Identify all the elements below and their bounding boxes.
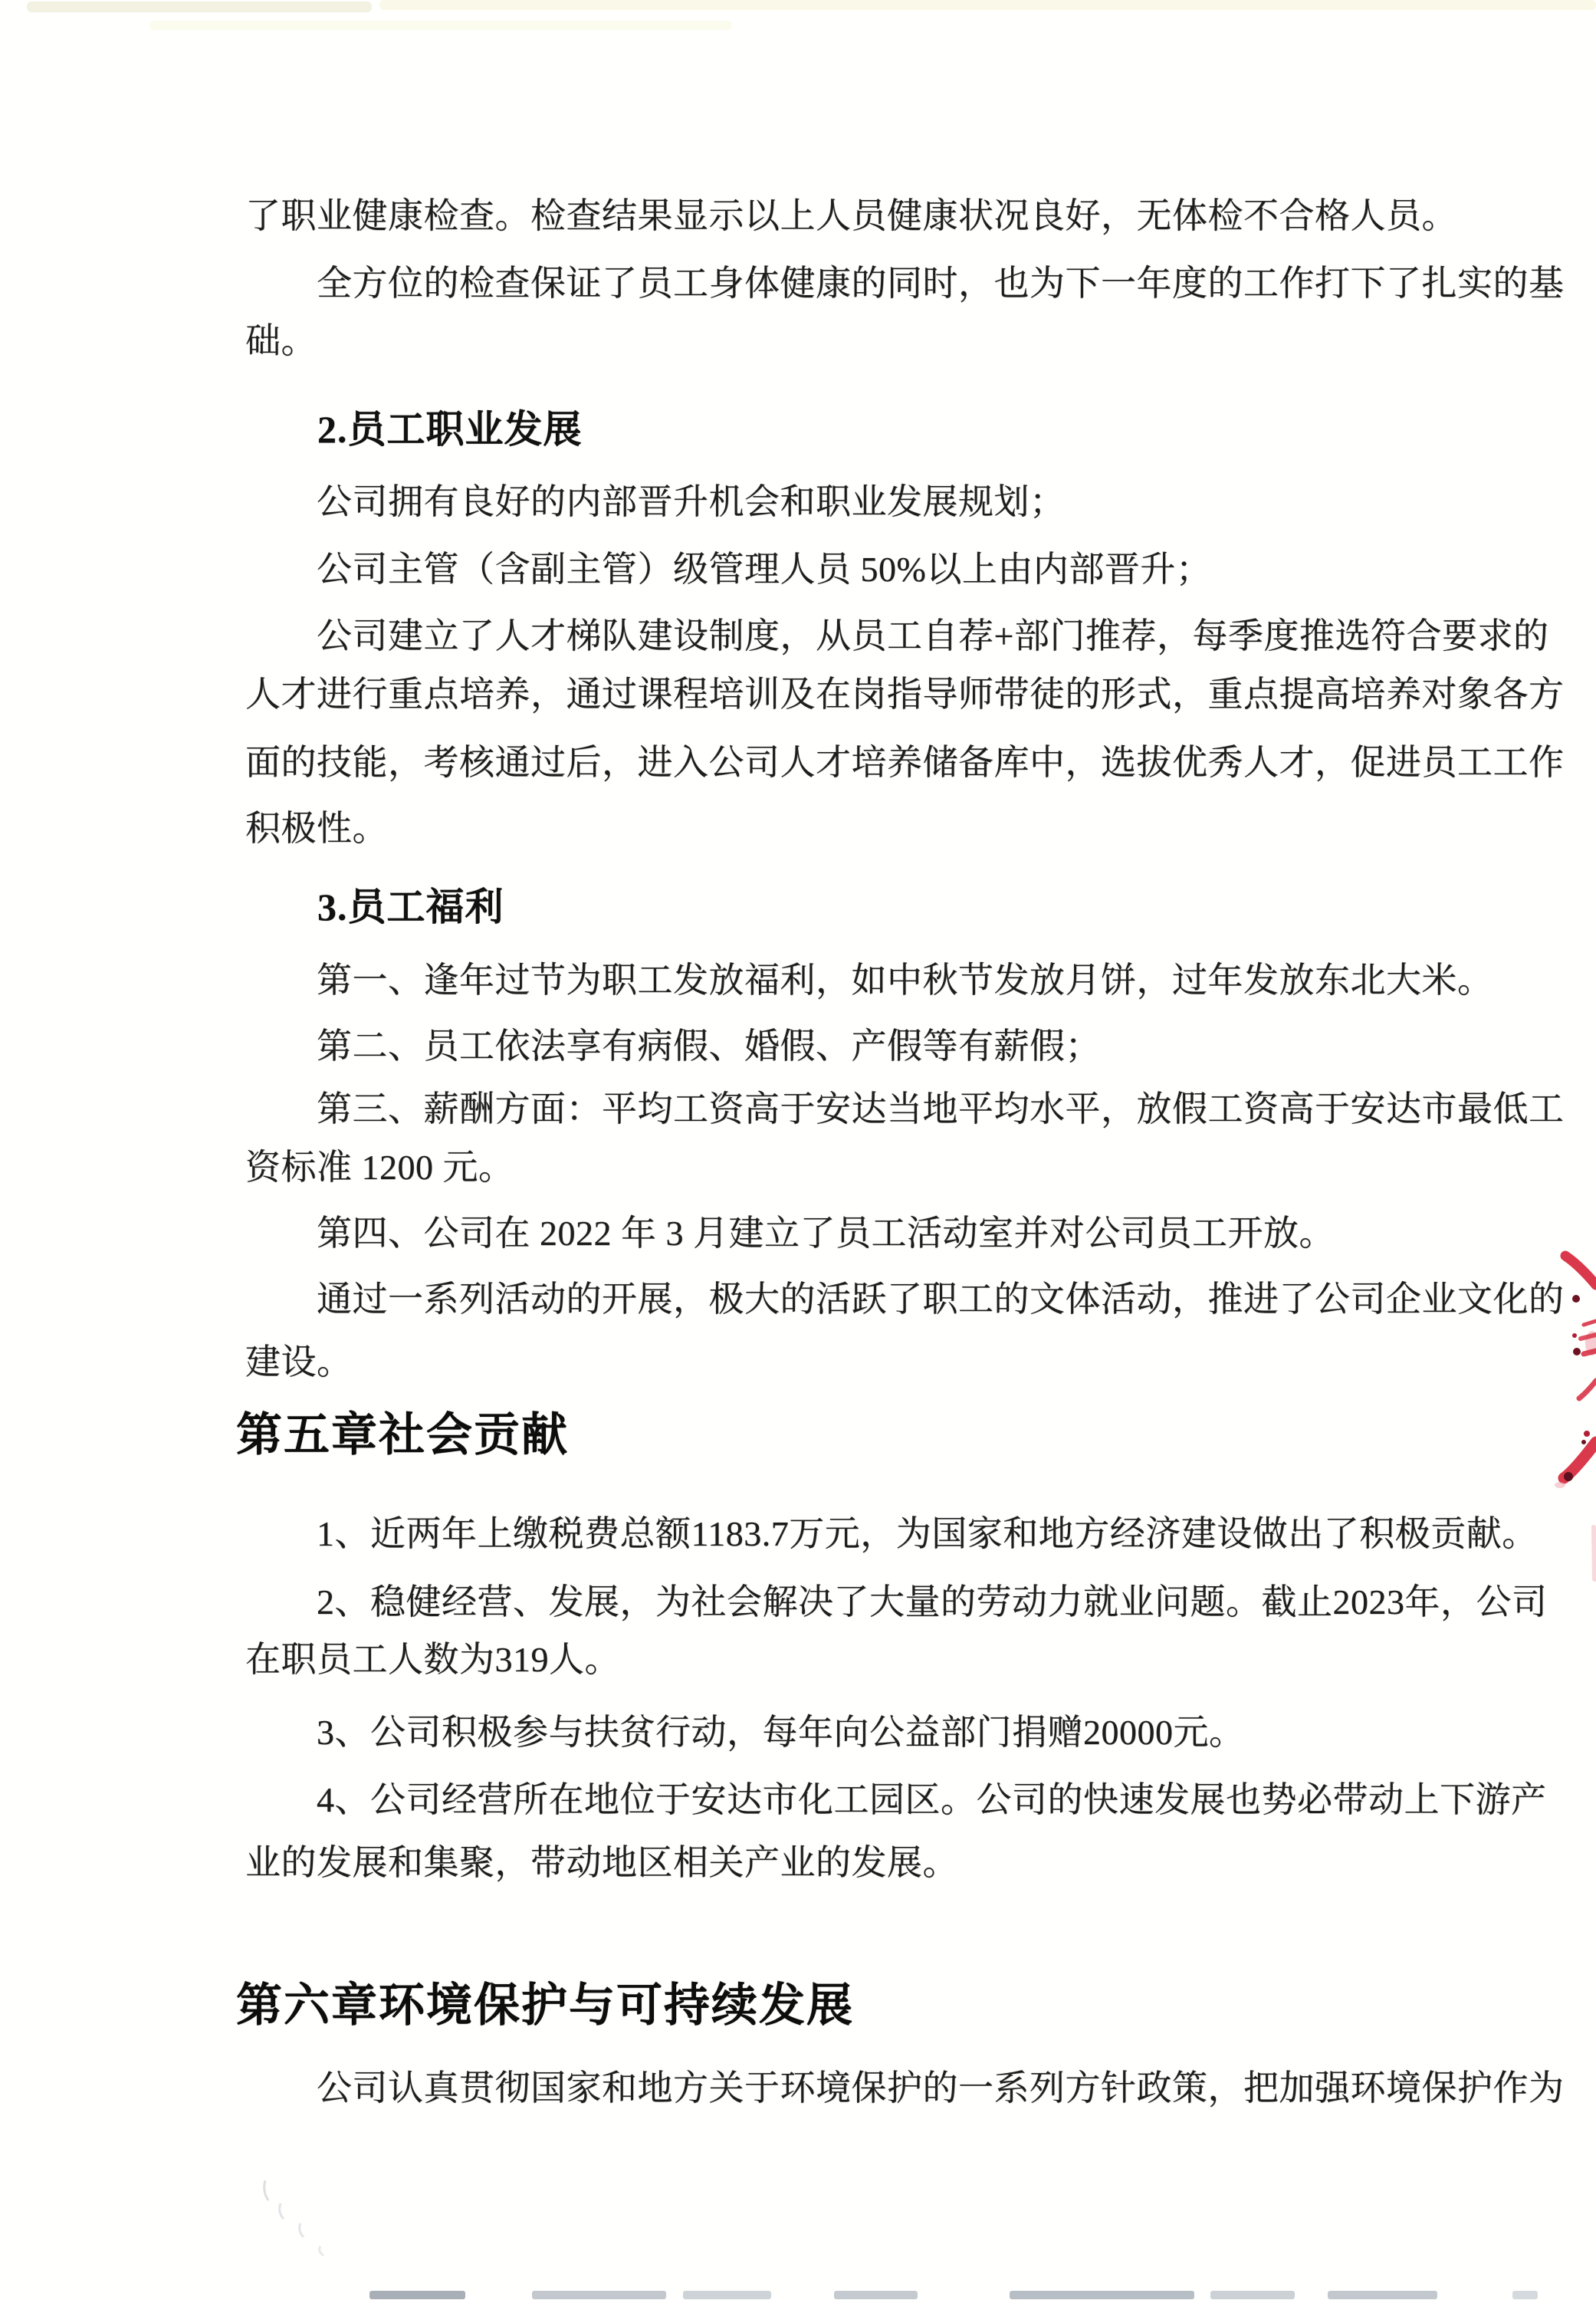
- scan-artifact-top-faint: [149, 21, 732, 30]
- text-line: 通过一系列活动的开展，极大的活跃了职工的文体活动，推进了公司企业文化的: [245, 1280, 1565, 1319]
- text-line: 公司建立了人才梯队建设制度，从员工自荐+部门推荐，每季度推选符合要求的: [245, 616, 1549, 656]
- section-heading: 2.员工职业发展: [317, 408, 583, 451]
- chapter-heading: 第六章环境保护与可持续发展: [236, 1980, 854, 2031]
- text-line: 在职员工人数为319人。: [245, 1640, 620, 1679]
- scan-artifact-bottom: [1010, 2291, 1194, 2299]
- text-line: 资标准 1200 元。: [245, 1148, 514, 1187]
- section-heading: 3.员工福利: [317, 886, 504, 928]
- scan-artifact-bottom: [834, 2291, 918, 2299]
- text-line: 公司拥有良好的内部晋升机会和职业发展规划；: [245, 482, 1066, 521]
- text-line: 业的发展和集聚，带动地区相关产业的发展。: [245, 1843, 958, 1882]
- text-line: 4、公司经营所在地位于安达市化工园区。公司的快速发展也势必带动上下游产: [245, 1780, 1547, 1819]
- text-line: 第四、公司在 2022 年 3 月建立了员工活动室并对公司员工开放。: [245, 1214, 1335, 1253]
- text-line: 公司主管（含副主管）级管理人员 50%以上由内部晋升；: [245, 550, 1212, 589]
- text-line: 人才进行重点培养，通过课程培训及在岗指导师带徒的形式，重点提高培养对象各方: [245, 675, 1565, 714]
- scan-artifact-bottom: [1512, 2291, 1538, 2299]
- text-line: 3、公司积极参与扶贫行动，每年向公益部门捐赠20000元。: [245, 1713, 1245, 1752]
- scan-artifact-bottom: [683, 2291, 771, 2299]
- text-line: 全方位的检查保证了员工身体健康的同时，也为下一年度的工作打下了扎实的基: [245, 264, 1565, 303]
- scan-artifact-bottom: [1210, 2291, 1295, 2299]
- text-line: 建设。: [245, 1342, 353, 1382]
- text-line: 础。: [245, 321, 317, 360]
- text-line: 了职业健康检查。检查结果显示以上人员健康状况良好，无体检不合格人员。: [245, 196, 1457, 235]
- faint-scan-wisps: [253, 2176, 345, 2268]
- text-line: 面的技能，考核通过后，进入公司人才培养储备库中，选拔优秀人才，促进员工工作: [245, 743, 1565, 782]
- text-line: 2、稳健经营、发展，为社会解决了大量的劳动力就业问题。截止2023年，公司: [245, 1582, 1548, 1622]
- text-line: 1、近两年上缴税费总额1183.7万元，为国家和地方经济建设做出了积极贡献。: [245, 1514, 1538, 1553]
- chapter-heading: 第五章社会贡献: [236, 1410, 569, 1460]
- text-line: 第二、员工依法享有病假、婚假、产假等有薪假；: [245, 1027, 1101, 1066]
- scan-artifact-top-right: [379, 0, 1596, 10]
- scan-artifact-bottom: [1328, 2291, 1437, 2299]
- scan-artifact-bottom: [369, 2291, 465, 2299]
- text-line: 积极性。: [245, 809, 388, 848]
- scan-artifact-top-left: [27, 2, 372, 12]
- text-line: 第一、逢年过节为职工发放福利，如中秋节发放月饼，过年发放东北大米。: [245, 961, 1493, 1000]
- scan-artifact-bottom: [532, 2291, 666, 2299]
- text-line: 公司认真贯彻国家和地方关于环境保护的一系列方针政策，把加强环境保护作为: [245, 2068, 1565, 2108]
- text-line: 第三、薪酬方面：平均工资高于安达当地平均水平，放假工资高于安达市最低工: [245, 1089, 1565, 1129]
